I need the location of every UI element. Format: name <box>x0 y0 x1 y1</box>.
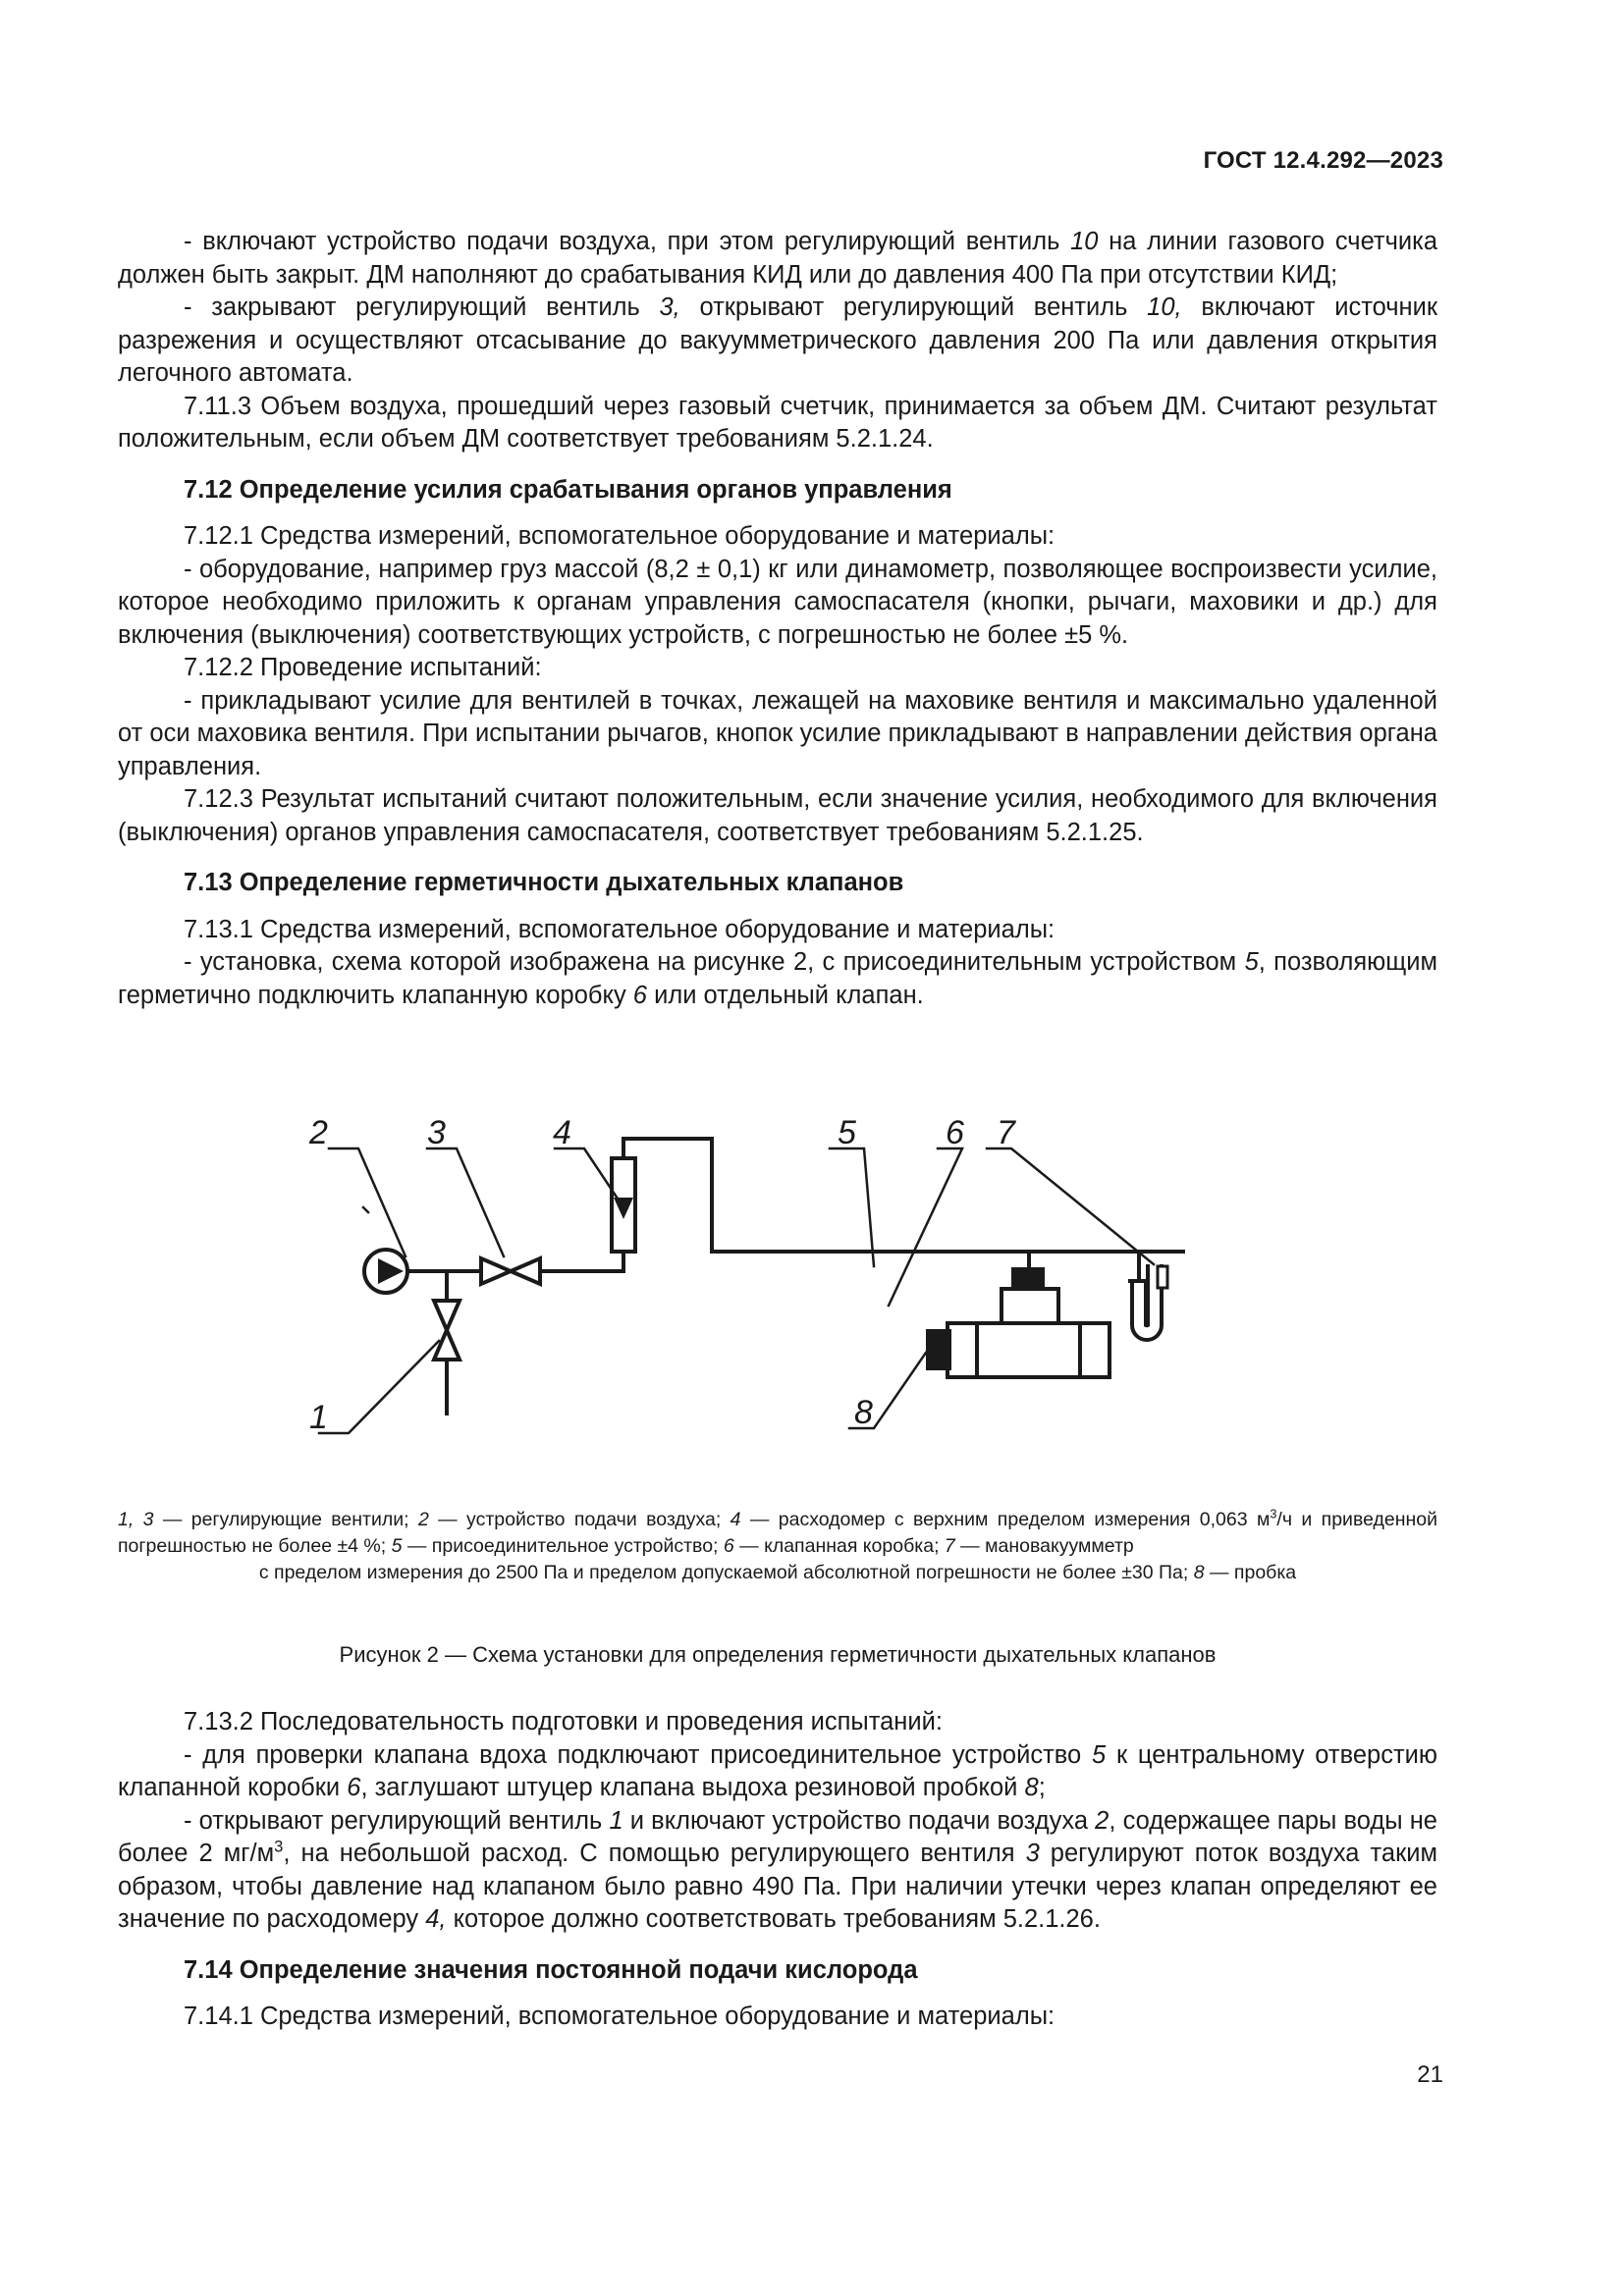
legend-line: 1, 3 — регулирующие вентили; 2 — устройство подачи воздуха; 4 — расходомер с верхним пределом измерения 0,063 $м^3/ч$ и приведенной погрешностью не более ±4 %; 5 — присоединительное устройство; 6 — клапанная коробка; 7 — мановакуумметр <box>118 1507 1437 1557</box>
connection-device-5-symbol <box>1013 1269 1043 1289</box>
page-number: 21 <box>1417 2061 1443 2088</box>
paragraph: - прикладывают усилие для вентилей в точках, лежащей на маховике вентиля и максимально удаленной от оси маховика вентиля. При испытании рычагов, кнопок усилие прикладывают в направлении действия органа управления. <box>118 686 1437 780</box>
label-8: 8 <box>854 1394 873 1431</box>
paragraph: 7.11.3 Объем воздуха, прошедший через газовый счетчик, принимается за объем ДМ. Считают результат положительным, если объем ДМ соответствует требованиям 5.2.1.24. <box>118 392 1437 453</box>
paragraph: - закрывают регулирующий вентиль 3, открывают регулирующий вентиль 10, включают источник разрежения и осуществляют отсасывание до вакуумметрического давления 200 Па или давления открытия легочного автомата. <box>118 294 1437 387</box>
figure-caption: Рисунок 2 — Схема установки для определения герметичности дыхательных клапанов <box>339 1642 1217 1667</box>
paragraph: 7.12.3 Результат испытаний считают положительным, если значение усилия, необходимого для включения (выключения) органов управления самоспасателя, соответствует требованиям 5.2.1.25. <box>118 785 1437 846</box>
paragraph: - установка, схема которой изображена на рисунке 2, с присоединительным устройством 5, позволяющим герметично подключить клапанную коробку 6 или отдельный клапан. <box>118 948 1438 1009</box>
label-5: 5 <box>838 1114 856 1151</box>
paragraph: - оборудование, например груз массой (8,2 ± 0,1) кг или динамометр, позволяющее воспроизвести усилие, которое необходимо приложить к органам управления самоспасателя (кнопки, рычаги, маховики и др.) для включения (выключения) соответствующих устройств, с погрешностью не более ±5 %. <box>118 555 1437 649</box>
plug-8-symbol <box>928 1331 949 1368</box>
paragraph: - для проверки клапана вдоха подключают присоединительное устройство 5 к центральному отверстию клапанной коробки 6, заглушают штуцер клапана выдоха резиновой пробкой 8; <box>118 1740 1437 1801</box>
body-text-upper <box>118 226 1437 1012</box>
label-3: 3 <box>427 1114 446 1151</box>
label-2: 2 <box>309 1114 328 1151</box>
label-1: 1 <box>309 1399 328 1436</box>
paragraph: 7.12.2 Проведение испытаний: <box>184 654 542 681</box>
section-heading-7-12: 7.12 Определение усилия срабатывания органов управления <box>184 475 952 504</box>
paragraph: 7.13.1 Средства измерений, вспомогательное оборудование и материалы: <box>184 915 1056 943</box>
section-heading-7-14: 7.14 Определение значения постоянной подачи кислорода <box>184 1955 918 1984</box>
body-text-lower <box>118 1706 1437 2034</box>
document-code: ГОСТ 12.4.292—2023 <box>1203 147 1443 174</box>
paragraph: 7.12.1 Средства измерений, вспомогательное оборудование и материалы: <box>184 522 1056 550</box>
section-heading-7-13: 7.13 Определение герметичности дыхательных клапанов <box>184 869 904 896</box>
legend-line: с пределом измерения до 2500 Па и пределом допускаемой абсолютной погрешности не более ±30 Па; 8 — пробка <box>258 1562 1297 1583</box>
label-6: 6 <box>946 1114 964 1151</box>
paragraph: 7.13.2 Последовательность подготовки и проведения испытаний: <box>184 1708 943 1735</box>
paragraph: - открывают регулирующий вентиль 1 и включают устройство подачи воздуха 2, содержащее пары воды не более 2 $мг/м^3$, на небольшой расход. С помощью регулирующего вентиля 3 регулируют поток воздуха таким образом, чтобы давление над клапаном было равно 490 Па. При наличии утечки через клапан определяют ее значение по расходомеру 4, которое должно соответствовать требованиям 5.2.1.26. <box>118 1806 1437 1933</box>
paragraph: 7.14.1 Средства измерений, вспомогательное оборудование и материалы: <box>184 2002 1056 2030</box>
label-7: 7 <box>997 1114 1015 1151</box>
test-setup-diagram <box>299 1090 1262 1453</box>
label-4: 4 <box>553 1114 571 1151</box>
valve-box-6-symbol <box>1001 1289 1058 1323</box>
figure-legend <box>118 1507 1437 1586</box>
paragraph: - включают устройство подачи воздуха, при этом регулирующий вентиль 10 на линии газового счетчика должен быть закрыт. ДМ наполняют до срабатывания КИД или до давления 400 Па при отсутствии КИД; <box>118 228 1438 289</box>
